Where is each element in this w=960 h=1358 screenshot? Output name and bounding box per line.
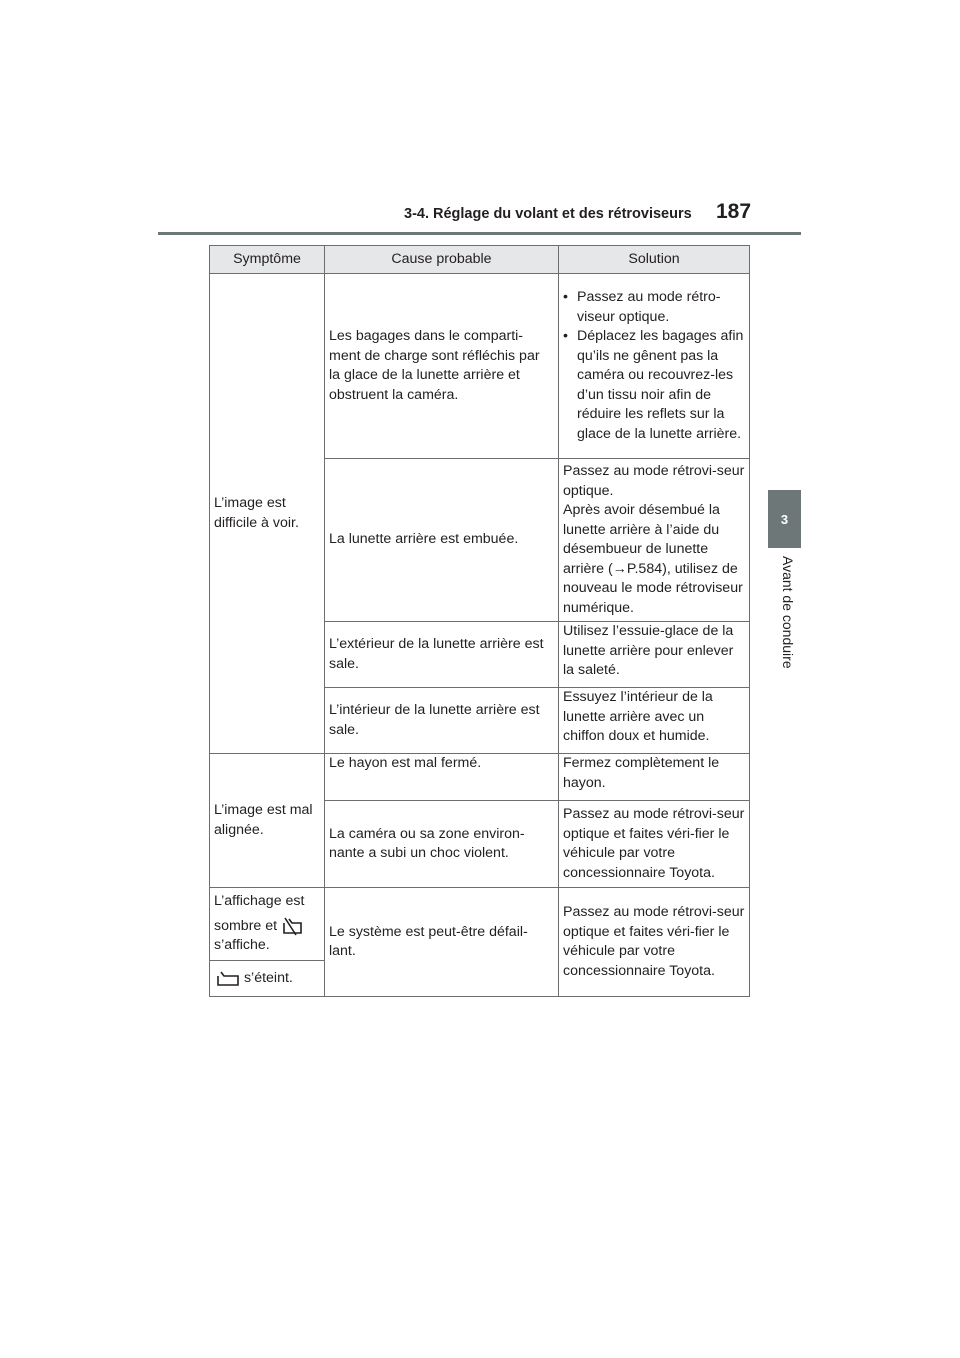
mirror-icon bbox=[214, 969, 240, 987]
solution-text: Passez au mode rétrovi-seur optique. bbox=[563, 463, 745, 499]
symptom-cell: L’image est difficile à voir. bbox=[210, 274, 325, 754]
header-divider bbox=[158, 232, 801, 235]
header-solution: Solution bbox=[559, 246, 750, 274]
solution-text bbox=[563, 501, 745, 618]
page-number: 187 bbox=[716, 200, 752, 223]
table-header-row bbox=[210, 246, 750, 274]
chapter-title: Avant de conduire bbox=[780, 556, 796, 669]
arrow-icon: → bbox=[612, 560, 627, 577]
solution-list bbox=[563, 288, 745, 444]
header-cause: Cause probable bbox=[325, 246, 559, 274]
cause-cell: L’extérieur de la lunette arrière est sale. bbox=[325, 622, 559, 688]
solution-cell bbox=[559, 274, 750, 459]
solution-cell: Passez au mode rétrovi-seur optique et faites véri-fier le véhicule par votre concessionnaire Toyota. bbox=[559, 888, 750, 997]
table-row bbox=[210, 888, 750, 961]
troubleshooting-table bbox=[209, 245, 750, 997]
solution-text-part: ), utilisez de nouveau le mode rétroviseur numérique. bbox=[563, 560, 743, 616]
cause-cell: La lunette arrière est embuée. bbox=[325, 459, 559, 622]
chapter-tab: 3 bbox=[768, 490, 801, 548]
cause-cell: Les bagages dans le comparti-ment de charge sont réfléchis par la glace de la lunette arrière et obstruent la caméra. bbox=[325, 274, 559, 459]
symptom-text: L’affichage est bbox=[214, 893, 305, 910]
table-row bbox=[210, 274, 750, 459]
cause-cell: Le système est peut-être défail-lant. bbox=[325, 888, 559, 997]
solution-cell: Fermez complètement le hayon. bbox=[559, 754, 750, 801]
symptom-cell bbox=[210, 961, 325, 997]
symptom-text: s’éteint. bbox=[243, 969, 293, 986]
table-row bbox=[210, 754, 750, 801]
cause-cell: L’intérieur de la lunette arrière est sale. bbox=[325, 688, 559, 754]
mirror-crossed-icon bbox=[281, 916, 303, 936]
symptom-cell bbox=[210, 888, 325, 961]
solution-text-part: Après avoir désembué la lunette arrière à l’aide du désembueur de lunette arrière ( bbox=[563, 502, 720, 577]
symptom-text: s’affiche. bbox=[214, 937, 270, 954]
solution-item: • Déplacez les bagages afin qu’ils ne gênent pas la caméra ou recouvrez-les d’un tissu noir afin de réduire les reflets sur la glace de la lunette arrière. bbox=[563, 327, 745, 444]
symptom-text-line bbox=[214, 916, 320, 936]
page-reference-link[interactable]: P.584 bbox=[626, 560, 663, 577]
header-symptom: Symptôme bbox=[210, 246, 325, 274]
solution-cell: Essuyez l’intérieur de la lunette arrière avec un chiffon doux et humide. bbox=[559, 688, 750, 754]
cause-cell: La caméra ou sa zone environ-nante a subi un choc violent. bbox=[325, 801, 559, 888]
symptom-cell: L’image est mal alignée. bbox=[210, 754, 325, 888]
section-title: 3-4. Réglage du volant et des rétroviseurs bbox=[404, 206, 692, 222]
symptom-text: sombre et bbox=[214, 917, 278, 934]
solution-cell bbox=[559, 459, 750, 622]
solution-cell: Utilisez l’essuie-glace de la lunette arrière pour enlever la saleté. bbox=[559, 622, 750, 688]
solution-item: • Passez au mode rétro-viseur optique. bbox=[563, 288, 745, 327]
cause-cell: Le hayon est mal fermé. bbox=[325, 754, 559, 801]
solution-cell: Passez au mode rétrovi-seur optique et faites véri-fier le véhicule par votre concessionnaire Toyota. bbox=[559, 801, 750, 888]
